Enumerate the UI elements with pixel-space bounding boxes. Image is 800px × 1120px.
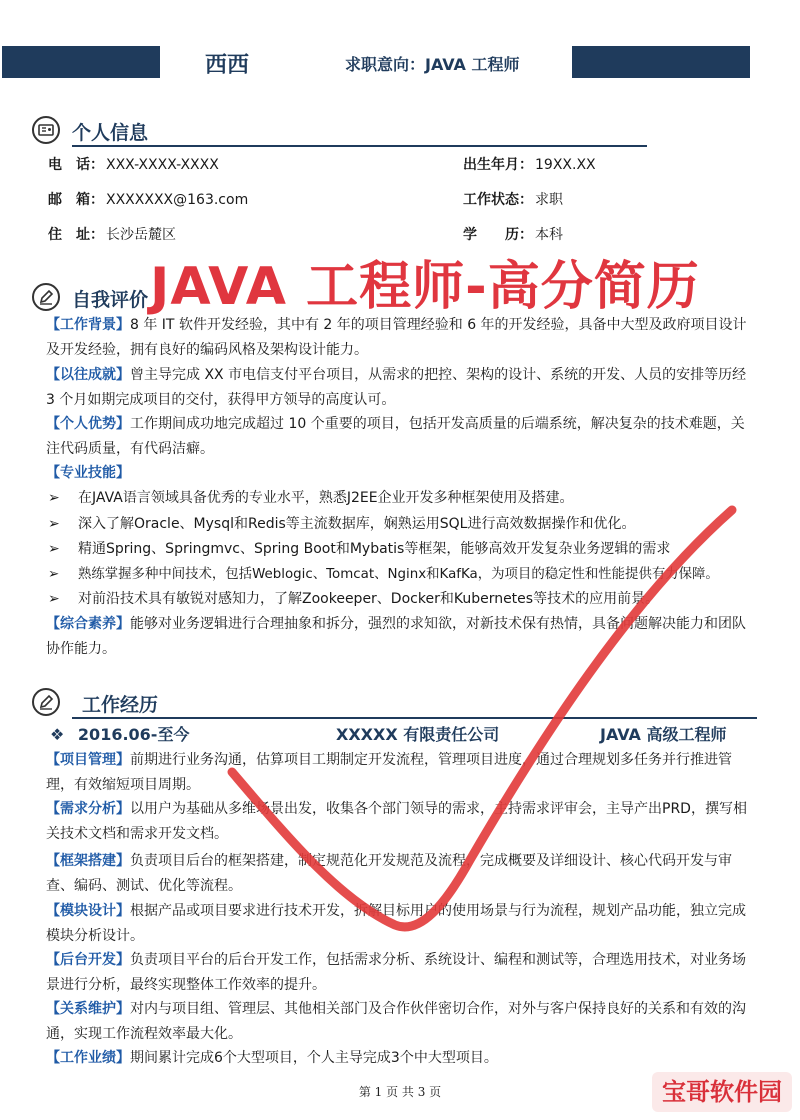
work-item: 【需求分析】以用户为基础从多维场景出发，收集各个部门领导的需求，主持需求评审会，主导产出PRD，撰写相关技术文档和需求开发文档。: [46, 801, 747, 842]
arrow-bullet-icon: ➢: [48, 567, 60, 582]
arrow-bullet-icon: ➢: [48, 541, 60, 557]
work-item: 【项目管理】前期进行业务沟通，估算项目工期制定开发流程，管理项目进度，通过合理规划多任务并行推进管理，有效缩短项目周期。: [46, 752, 732, 793]
section-personal-info: [32, 116, 632, 148]
phone-value: XXX-XXXX-XXXX: [106, 157, 219, 173]
tag-skills: 【专业技能】: [46, 465, 130, 481]
comprehensive-text: 能够对业务逻辑进行合理抽象和拆分，强烈的求知欲，对新技术保有热情，具备问题解决能力和团队协作能力。: [46, 616, 746, 657]
pencil-icon: [32, 283, 60, 311]
advantage-text: 工作期间成功地完成超过 10 个重要的项目，包括开发高质量的后端系统，解决复杂的技术难题，关注代码质量，有代码洁癖。: [46, 416, 745, 457]
skill-item: ➢ 对前沿技术具有敏锐对感知力，了解Zookeeper、Docker和Kubernetes等技术的应用前景。: [48, 591, 660, 607]
phone-label: 电 话：: [48, 157, 104, 173]
self-achievement: [46, 363, 758, 413]
work-item: 【框架搭建】负责项目后台的框架搭建，制定规范化开发规范及流程，完成概要及详细设计、核心代码开发与审查、编码、测试、优化等流程。: [46, 853, 732, 894]
status-value: 求职: [535, 192, 563, 208]
address-value: 长沙岳麓区: [106, 227, 176, 243]
tag-work-background: 【工作背景】: [46, 317, 130, 333]
skill-item: ➢ 深入了解Oracle、Mysql和Redis等主流数据库，娴熟运用SQL进行高效数据操作和优化。: [48, 516, 636, 532]
address-label: 住 址：: [48, 227, 104, 243]
self-skills-heading: [46, 461, 758, 486]
job-position: JAVA 高级工程师: [600, 725, 727, 744]
email-value: XXXXXXX@163.com: [106, 192, 249, 208]
arrow-bullet-icon: ➢: [48, 490, 60, 506]
skill-item: ➢ 在JAVA语言领域具备优秀的专业水平，熟悉J2EE企业开发多种框架使用及搭建。: [48, 490, 574, 506]
header-bar-right: [572, 46, 750, 78]
overlay-headline: JAVA 工程师-高分简历: [150, 257, 700, 317]
info-address: [48, 224, 176, 244]
job-company: XXXXX 有限责任公司: [336, 725, 500, 744]
info-status: [463, 189, 563, 209]
section-title: 自我评价: [72, 289, 149, 311]
section-divider: [72, 717, 757, 719]
job-period: ❖ 2016.06-至今: [50, 725, 190, 744]
skill-item: ➢ 精通Spring、Springmvc、Spring Boot和Mybatis等框架，能够高效开发复杂业务逻辑的需求: [48, 541, 671, 557]
tag-advantage: 【个人优势】: [46, 416, 130, 432]
candidate-name: 西西: [205, 53, 250, 78]
tag-achievement: 【以往成就】: [46, 367, 130, 383]
id-card-icon: [32, 116, 60, 144]
info-education: [463, 224, 563, 244]
work-item: 【关系维护】对内与项目组、管理层、其他相关部门及合作伙伴密切合作，对外与客户保持良好的关系和有效的沟通，实现工作流程效率最大化。: [46, 1001, 746, 1042]
section-title: 工作经历: [82, 694, 159, 716]
resume-header: [0, 46, 800, 78]
section-title: 个人信息: [72, 122, 149, 144]
arrow-bullet-icon: ➢: [48, 591, 60, 607]
work-item: 【模块设计】根据产品或项目要求进行技术开发，拆解目标用户的使用场景与行为流程，规划产品功能，独立完成模块分析设计。: [46, 903, 746, 944]
self-advantage: [46, 412, 758, 462]
skill-item: ➢ 熟练掌握多种中间技术，包括Weblogic、Tomcat、Nginx和KafKa，为项目的稳定性和性能提供有力保障。: [48, 567, 719, 582]
info-birth: [463, 154, 596, 174]
info-phone: [48, 154, 219, 174]
header-bar-left: [2, 46, 160, 78]
self-background: [46, 313, 758, 363]
watermark: 宝哥软件园: [652, 1072, 792, 1112]
achievement-text: 曾主导完成 XX 市电信支付平台项目，从需求的把控、架构的设计、系统的开发、人员的安排等历经 3 个月如期完成项目的交付，获得甲方领导的高度认可。: [46, 367, 747, 408]
self-comprehensive: [46, 612, 758, 662]
education-value: 本科: [535, 227, 563, 243]
work-item: 【工作业绩】期间累计完成6个大型项目，个人主导完成3个中大型项目。: [46, 1050, 498, 1066]
pencil-icon: [32, 688, 60, 716]
arrow-bullet-icon: ➢: [48, 516, 60, 532]
birth-label: 出生年月：: [463, 157, 533, 173]
section-work-experience: [32, 688, 762, 720]
job-intent: 求职意向：JAVA 工程师: [345, 55, 520, 74]
info-email: [48, 189, 248, 209]
email-label: 邮 箱：: [48, 192, 104, 208]
diamond-bullet-icon: ❖: [50, 725, 65, 744]
tag-comprehensive: 【综合素养】: [46, 616, 130, 632]
background-text: 8 年 IT 软件开发经验，其中有 2 年的项目管理经验和 6 年的开发经验，具备中大型及政府项目设计及开发经验，拥有良好的编码风格及架构设计能力。: [46, 317, 747, 358]
education-label: 学 历：: [463, 227, 533, 243]
status-label: 工作状态：: [463, 192, 533, 208]
section-divider: [72, 145, 647, 147]
work-item: 【后台开发】负责项目平台的后台开发工作，包括需求分析、系统设计、编程和测试等，合理选用技术，对业务场景进行分析，最终实现整体工作效率的提升。: [46, 952, 746, 993]
birth-value: 19XX.XX: [535, 157, 596, 173]
page-footer: 第 1 页 共 3 页: [358, 1085, 442, 1099]
